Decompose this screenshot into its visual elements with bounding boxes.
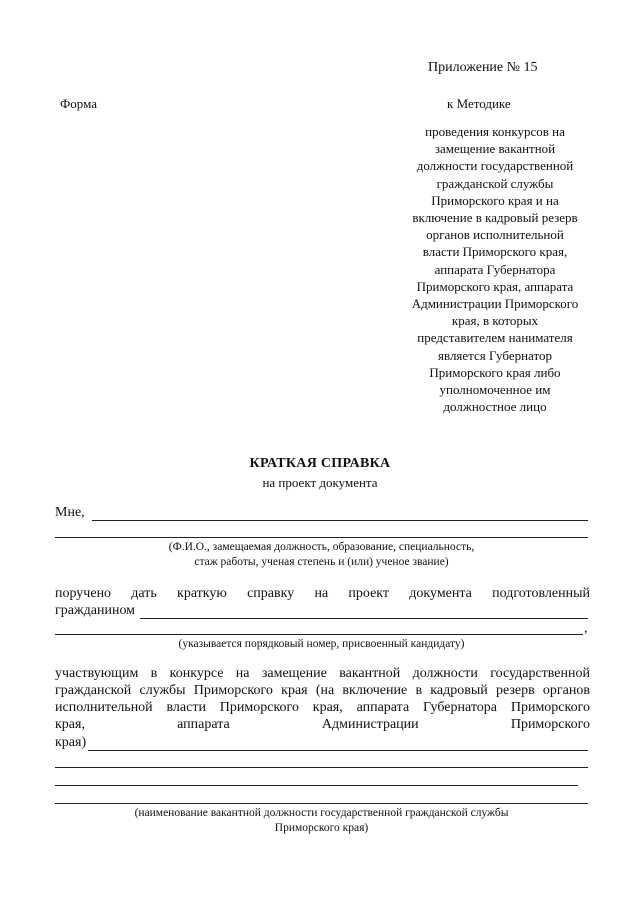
methodology-line: Приморского края либо bbox=[429, 364, 561, 380]
document-title: КРАТКАЯ СПРАВКА bbox=[249, 456, 391, 471]
position-caption bbox=[55, 806, 588, 836]
candidate-number-line[interactable] bbox=[55, 634, 583, 635]
appendix-number: Приложение № 15 bbox=[428, 60, 538, 75]
position-input-line-2[interactable] bbox=[55, 767, 588, 768]
fio-caption-line: стаж работы, ученая степень и (или) ученое звание) bbox=[194, 556, 449, 568]
methodology-line: органов исполнительной bbox=[426, 227, 564, 243]
position-caption-line: Приморского края) bbox=[274, 822, 369, 834]
fio-caption bbox=[55, 540, 588, 570]
methodology-line: должности государственной bbox=[416, 158, 574, 174]
position-input-line-3[interactable] bbox=[55, 785, 578, 786]
methodology-line: является Губернатор bbox=[438, 347, 552, 363]
methodology-line: Приморского края, аппарата bbox=[416, 278, 574, 294]
methodology-line: проведения конкурсов на bbox=[425, 124, 565, 139]
position-caption-line: (наименование вакантной должности государственной гражданской службы bbox=[134, 807, 509, 819]
methodology-line: представителем нанимателя bbox=[417, 330, 573, 346]
participation-paragraph bbox=[55, 665, 590, 733]
methodology-line: гражданской службы bbox=[436, 175, 554, 191]
methodology-line: Администрации Приморского bbox=[411, 296, 579, 312]
fio-caption-line: (Ф.И.О., замещаемая должность, образование, специальность, bbox=[168, 541, 475, 553]
comma: , bbox=[584, 621, 588, 636]
participation-line: края, аппарата Администрации Приморского bbox=[55, 717, 590, 732]
methodology-line: Приморского края и на bbox=[431, 192, 559, 208]
participation-line: гражданской службы Приморского края (на включение в кадровый резерв органов bbox=[55, 683, 590, 698]
participation-line: исполнительной власти Приморского края, аппарата Губернатора Приморского bbox=[55, 700, 590, 715]
participation-line: участвующим в конкурсе на замещение вакантной должности государственной bbox=[55, 666, 590, 681]
citizen-input-line[interactable] bbox=[140, 618, 588, 619]
methodology-line: аппарата Губернатора bbox=[434, 261, 556, 277]
fio-input-line[interactable] bbox=[92, 520, 588, 521]
methodology-description bbox=[380, 123, 610, 415]
form-label: Форма bbox=[60, 96, 97, 111]
me-label: Мне, bbox=[55, 505, 85, 520]
position-input-line[interactable] bbox=[88, 750, 588, 751]
to-methodology-label: к Методике bbox=[447, 96, 511, 111]
last-word: края) bbox=[55, 735, 87, 750]
methodology-line: включение в кадровый резерв bbox=[412, 210, 578, 226]
methodology-line: должностное лицо bbox=[443, 399, 547, 415]
fio-input-line-2[interactable] bbox=[55, 537, 588, 538]
position-input-line-4[interactable] bbox=[55, 803, 588, 804]
document-subtitle: на проект документа bbox=[262, 475, 378, 490]
number-caption: (указывается порядковый номер, присвоенный кандидату) bbox=[178, 638, 465, 650]
methodology-line: уполномоченное им bbox=[439, 382, 551, 398]
assigned-text: поручено дать краткую справку на проект документа подготовленный bbox=[55, 586, 590, 601]
methodology-line: замещение вакантной bbox=[434, 141, 556, 157]
citizen-label: гражданином bbox=[55, 603, 136, 618]
methodology-line: края, в которых bbox=[451, 313, 539, 329]
methodology-line: власти Приморского края, bbox=[422, 244, 568, 260]
